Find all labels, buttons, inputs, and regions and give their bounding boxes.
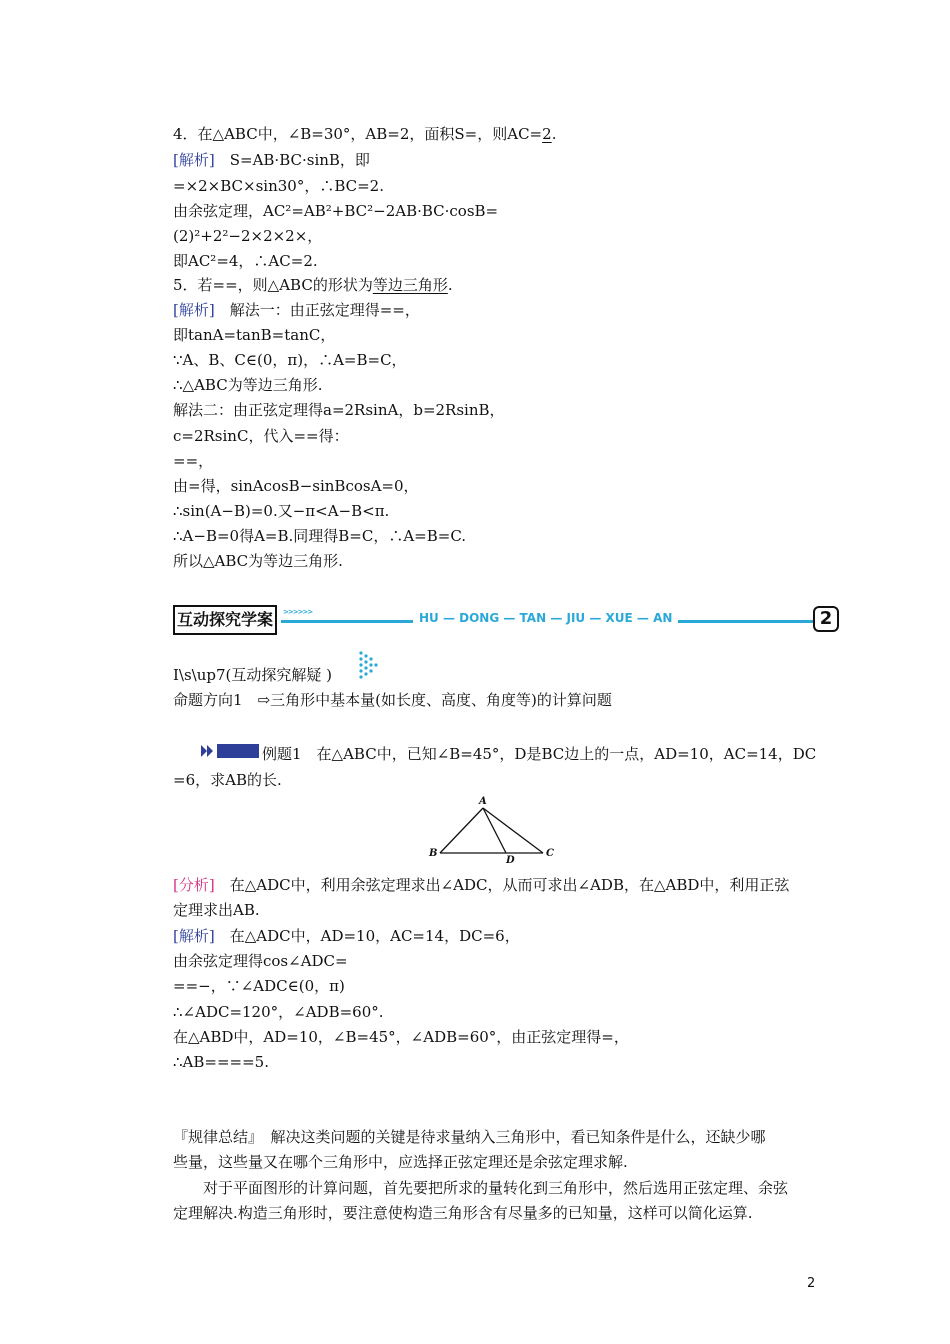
problem-5-solution-line: 所以△ABC为等边三角形. <box>173 552 343 570</box>
problem-5-question: 5．若==，则△ABC的形状为等边三角形. <box>173 276 453 294</box>
solution-tag: [解析] <box>173 927 215 945</box>
banner-pinyin: HU — DONG — TAN — JIU — XUE — AN <box>413 611 678 625</box>
problem-5-solution-line: 由=得，sinAcosB−sinBcosA=0， <box>173 477 419 495</box>
problem-4-solution-line: 由余弦定理，AC²=AB²+BC²−2AB·BC·cosB= <box>173 202 499 220</box>
problem-4-solution-line: (2)²+2²−2×2×2×， <box>173 227 323 245</box>
problem-5-solution-line: ∴△ABC为等边三角形. <box>173 376 323 394</box>
vertex-label-d: D <box>506 855 515 864</box>
problem-5-solution-line: ==， <box>173 452 214 470</box>
vertex-label-a: A <box>479 796 487 807</box>
problem-5-solution-line: ∴A−B=0得A=B.同理得B=C，∴A=B=C. <box>173 527 467 545</box>
chevron-arrows-icon <box>358 650 380 684</box>
example-solution-line: ==−，∵∠ADC∈(0，π) <box>173 977 345 995</box>
problem-4-solution-line: 即AC²=4，∴AC=2. <box>173 252 318 270</box>
example-statement-cont: =6，求AB的长. <box>173 771 282 789</box>
page-number: 2 <box>807 1276 816 1291</box>
problem-5-solution-line: ∴sin(A−B)=0.又−π<A−B<π. <box>173 502 390 520</box>
problem-4-solution-line: [解析] S=AB·BC·sinB，即 <box>173 151 370 169</box>
analysis-tag: [分析] <box>173 876 215 894</box>
summary-line: 些量，这些量又在哪个三角形中，应选择正弦定理还是余弦定理求解. <box>173 1153 628 1171</box>
summary-line: 定理解决.构造三角形时，要注意使构造三角形含有尽量多的已知量，这样可以简化运算. <box>173 1204 753 1222</box>
segment-ac <box>483 808 543 853</box>
solution-tag: [解析] <box>173 151 215 169</box>
example-statement: 例题1 在△ABC中，已知∠B=45°，D是BC边上的一点，AD=10，AC=14，DC <box>262 745 817 763</box>
segment-ab <box>440 808 483 853</box>
problem-5-solution-line: c=2RsinC，代入==得： <box>173 427 349 445</box>
summary-line: 『规律总结』 解决这类问题的关键是待求量纳入三角形中，看已知条件是什么，还缺少哪 <box>173 1128 766 1146</box>
example-solution-line: 在△ABD中，AD=10，∠B=45°，∠ADB=60°，由正弦定理得=， <box>173 1028 629 1046</box>
problem-5-solution-line: 解法二：由正弦定理得a=2RsinA，b=2RsinB， <box>173 401 505 419</box>
problem-4-question: 4．在△ABC中，∠B=30°，AB=2，面积S=，则AC=2. <box>173 125 557 143</box>
segment-ad <box>483 808 506 853</box>
problem-5-answer: 等边三角形 <box>372 276 448 294</box>
solution-tag: [解析] <box>173 301 215 319</box>
example-marker-icon <box>201 744 259 758</box>
example-solution-line: ∴∠ADC=120°，∠ADB=60°. <box>173 1003 384 1021</box>
triangle-figure <box>420 792 560 864</box>
section-banner <box>173 605 841 635</box>
problem-5-solution-line: ∵A、B、C∈(0，π)，∴A=B=C， <box>173 351 407 369</box>
vertex-label-b: B <box>429 848 438 859</box>
problem-4-solution-line: =×2×BC×sin30°，∴BC=2. <box>173 177 384 195</box>
example-solution-line: ∴AB====5. <box>173 1053 269 1071</box>
proposition-direction: 命题方向1 ⇨三角形中基本量(如长度、高度、角度等)的计算问题 <box>173 691 612 709</box>
analysis-line: [分析] 在△ADC中，利用余弦定理求出∠ADC，从而可求出∠ADB，在△ABD中，利用正弦 <box>173 876 790 894</box>
summary-line: 对于平面图形的计算问题，首先要把所求的量转化到三角形中，然后选用正弦定理、余弦 <box>203 1179 789 1197</box>
section-subtitle: I\s\up7(互动探究解疑 ) <box>173 666 333 684</box>
section-number-badge: 2 <box>813 606 839 632</box>
example-solution-line: [解析] 在△ADC中，AD=10，AC=14，DC=6， <box>173 927 520 945</box>
problem-5-solution-line: 即tanA=tanB=tanC， <box>173 326 336 344</box>
problem-4-answer: 2 <box>542 125 552 143</box>
example-solution-line: 由余弦定理得cos∠ADC= <box>173 952 348 970</box>
vertex-label-c: C <box>546 848 554 859</box>
banner-arrows-icon: >>>>>> <box>283 608 313 616</box>
banner-title: 互动探究学案 <box>173 605 277 635</box>
problem-5-solution-line: [解析] 解法一：由正弦定理得==， <box>173 301 420 319</box>
analysis-line: 定理求出AB. <box>173 901 260 919</box>
